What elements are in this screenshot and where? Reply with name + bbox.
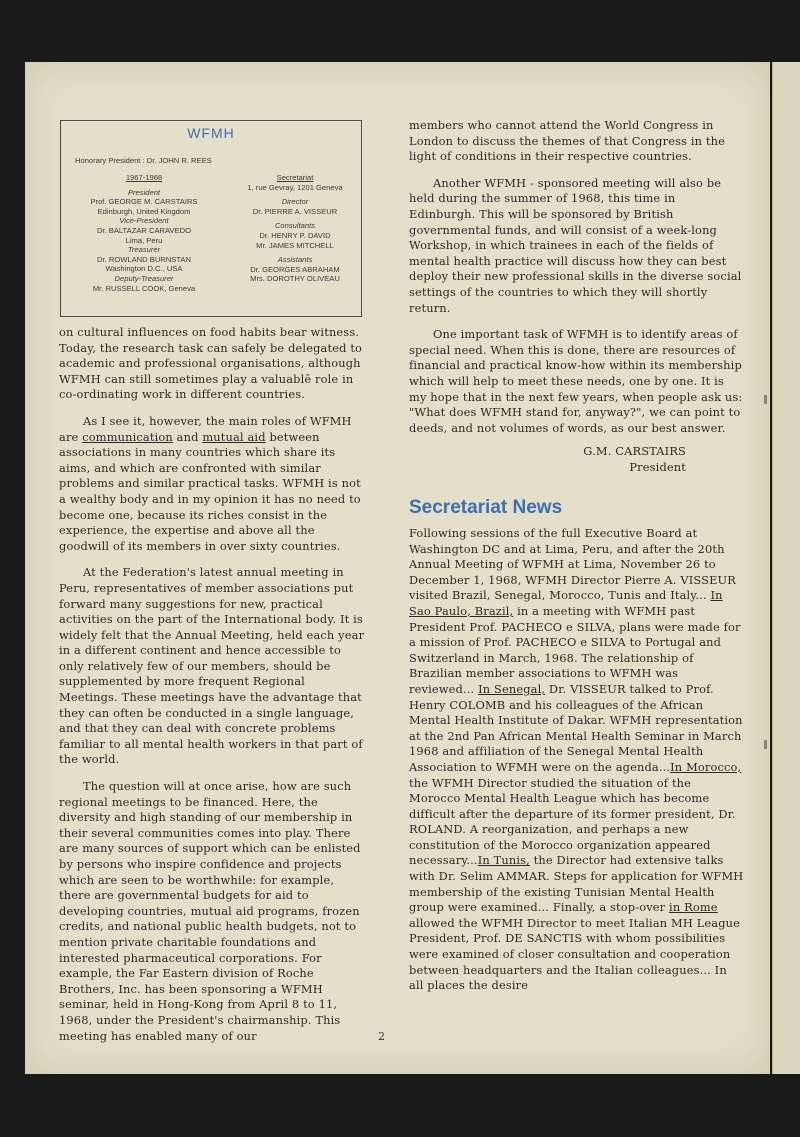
- text-run: Following sessions of the full Executive Board at Washington DC and at Lima, Peru, and after the 20th Annual Meeting of WFMH at Lima, November 26 to December 1, 1968, WFMH Director Pierre A. VISSEUR visited Brazil, Senegal, Morocco, Tunis and Italy...: [409, 526, 737, 603]
- text-run: Dr. VISSEUR talked to Prof. Henry COLOMB and his colleagues of the African Mental Health Institute of Dakar. WFMH representation at the 2nd Pan African Mental Health Seminar in March 1968 and affiliation of the Senegal Mental Health Association to WFMH were on the agenda...: [409, 681, 743, 774]
- paragraph: [59, 325, 367, 403]
- text-run: The question will at once arise, how are such regional meetings to be financed. Here, the diversity and high standing of our membership in their several communities comes into play. There are many sources of support which can be enlisted by persons who inspire confidence and projects which are seen to be worthwhile: for example, there are governmental budgets for aid to developing countries, mutual aid programs, frozen credits, and national public health budgets, not to mention private charitable foundations and interested pharmaceutical corporations. For example, the Far Eastern division of Roche Brothers, Inc. has been sponsoring a WFMH seminar, held in Hong-Kong from April 8 to 11, 1968, under the President's chairmanship. This meeting has enabled many of our: [59, 779, 361, 1043]
- officer-line: Edinburgh, United Kingdom: [97, 206, 191, 216]
- underlined-text: In Sao Paulo, Brazil,: [409, 588, 723, 618]
- signature-title: President: [629, 460, 686, 475]
- officer-line: Treasurer: [127, 245, 161, 255]
- underlined-text: In Morocco,: [670, 759, 742, 774]
- officer-line: Vice-President: [119, 216, 169, 226]
- next-page-edge: [772, 62, 800, 1074]
- text-run: One important task of WFMH is to identify areas of special need. When this is done, there are resources of financial and practical know-how within its membership which will help to meet these needs, one by one. It is my hope that in the next few years, when people ask us: "What does WFMH stand for, anyway?", we can point to deeds, and not volumes of words, as our best answer.: [409, 327, 743, 435]
- staple-hole: [764, 740, 767, 749]
- officers-box: [60, 120, 362, 317]
- officer-line: Mrs. DOROTHY OLIVEAU: [250, 274, 340, 284]
- officer-line: Dr. ROWLAND BURNSTAN: [97, 254, 191, 264]
- honorary-president: Honorary President : Dr. JOHN R. REES: [75, 156, 212, 165]
- text-run: on cultural influences on food habits bear witness. Today, the research task can safely be delegated to academic and professional organisations, although WFMH can still sometimes play a valuablē role in co-ordinating work in different countries.: [59, 325, 363, 402]
- officer-line: Mr. RUSSELL COOK, Geneva: [92, 283, 196, 293]
- officer-line: President: [127, 187, 161, 197]
- officer-line: Dr. BALTAZAR CARAVEDO: [96, 225, 192, 235]
- officer-line: Secretariat: [276, 173, 314, 182]
- secretariat-list: [229, 173, 361, 284]
- text-run: the Director had extensive talks with Dr. Selim AMMAR. Steps for application for WFMH membership of the existing Tunisian Mental Health group were examined... Finally, a stop-over: [409, 853, 744, 915]
- text-run: Another WFMH - sponsored meeting will also be held during the summer of 1968, this time in Edinburgh. This will be sponsored by British governmental funds, and will consist of a week-long Workshop, in which trainees in each of the fields of mental health practice will discuss how they can best deploy their new professional skills in the diverse social settings of the countries to which they will shortly return.: [409, 175, 742, 315]
- signature-name: G.M. CARSTAIRS: [583, 444, 686, 459]
- staple-hole: [764, 395, 767, 404]
- officer-line: 1967-1968: [125, 173, 163, 182]
- officer-line: Dr. PIERRE A. VISSEUR: [252, 206, 338, 216]
- underlined-text: In Tunis,: [477, 853, 530, 868]
- text-run: the WFMH Director studied the situation of the Morocco Mental Health League which has become difficult after the departure of its former president, Dr. ROLAND. A reorganization, and perhaps a new constitution of the Morocco organization appeared necessary...: [409, 775, 736, 868]
- officers-list: [69, 173, 219, 293]
- paragraph: [59, 565, 367, 768]
- paragraph: [409, 176, 744, 316]
- wfmh-title: WFMH: [187, 125, 235, 141]
- text-run: and: [172, 429, 203, 444]
- secretariat-news-heading: Secretariat News: [409, 497, 563, 518]
- underlined-text: in Rome: [669, 900, 718, 915]
- officer-line: 1, rue Gevray, 1201 Geneva: [247, 182, 343, 192]
- left-column: [59, 325, 367, 1055]
- paragraph: [409, 118, 744, 165]
- officer-line: Director: [281, 197, 309, 207]
- officer-line: Lima, Peru: [125, 235, 163, 245]
- officer-line: Assistants: [277, 255, 313, 265]
- text-run: allowed the WFMH Director to meet Italian MH League President, Prof. DE SANCTIS with whom possibilities were examined of closer consultation and cooperation between headquarters and the Italian colleagues... In all places the desire: [409, 915, 741, 993]
- paragraph: [409, 327, 744, 436]
- underlined-text: In Senegal,: [478, 681, 546, 696]
- text-run: As I see it, however, the main roles of WFMH are: [59, 413, 352, 444]
- page-number: 2: [378, 1030, 385, 1043]
- text-run: in a meeting with WFMH past President Prof. PACHECO e SILVA, plans were made for a mission of Prof. PACHECO e SILVA to Portugal and Switzerland in March, 1968. The relationship of Brazilian member associations to WFMH was reviewed...: [409, 603, 741, 696]
- officer-line: Deputy-Treasurer: [114, 273, 174, 283]
- paragraph: [59, 414, 367, 554]
- secretariat-news: [409, 526, 744, 1005]
- right-column: [409, 118, 744, 475]
- officer-line: Mr. JAMES MITCHELL: [256, 240, 334, 250]
- underlined-text: mutual aid: [202, 429, 266, 444]
- officer-line: Washington D.C., USA: [105, 264, 183, 274]
- officer-line: Dr. GEORGES ABRAHAM: [250, 264, 340, 274]
- underlined-text: communication: [82, 429, 173, 444]
- right-column-text: [409, 118, 744, 436]
- paragraph: [59, 779, 367, 1044]
- officer-line: Consultants: [274, 221, 316, 231]
- officer-line: Dr. HENRY P. DAVID: [259, 230, 331, 240]
- text-run: At the Federation's latest annual meeting in Peru, representatives of member associations put forward many suggestions for new, practical activities on the part of the International body. It is widely felt that the Annual Meeting, held each year in a different continent and hence accessible to only relatively few of our members, should be supplemented by more frequent Regional Meetings. These meetings have the advantage that they can often be conducted in a single language, and that they can deal with concrete problems familiar to all mental health workers in that part of the world.: [59, 565, 365, 767]
- signature: [409, 443, 744, 475]
- text-run: members who cannot attend the World Congress in London to discuss the themes of that Congress in the light of conditions in their respective countries.: [409, 118, 726, 164]
- secretariat-news-body: [409, 526, 744, 994]
- text-run: between associations in many countries which share its aims, and which are confronted with similar problems and similar practical tasks. WFMH is not a wealthy body and in my opinion it has no need to become one, because its riches consist in the experience, the expertise and above all the goodwill of its members in over sixty countries.: [59, 429, 361, 553]
- officer-line: Prof. GEORGE M. CARSTAIRS: [90, 197, 198, 207]
